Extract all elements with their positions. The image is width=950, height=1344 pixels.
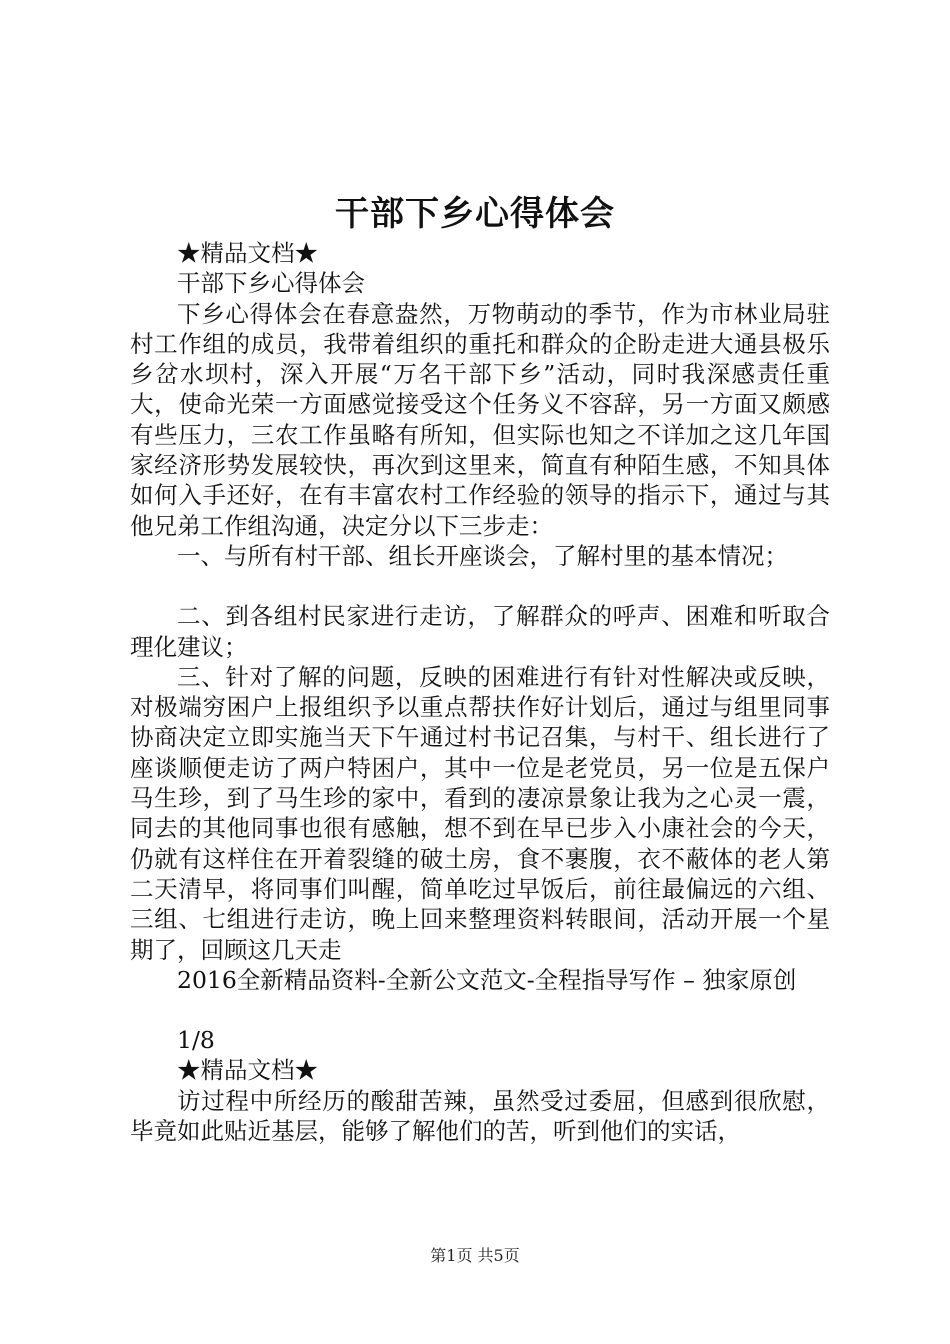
paragraph-page-fraction: 1/8 <box>177 1026 215 1055</box>
paragraph-intro: 下乡心得体会在春意盎然，万物萌动的季节，作为市林业局驻村工作组的成员，我带着组织的重托和群众的企盼走进大通县极乐乡岔水坝村，深入开展“万名干部下乡”活动，同时我深感责任重大，使命光荣一方面感觉接受这个任务义不容辞，另一方面又颇感有些压力，三农工作虽略有所知，但实际也知之不详加之这几年国家经济形势发展较快，再次到这里来，简直有种陌生感，不知具体如何入手还好，在有丰富农村工作经验的领导的指示下，通过与其他兄弟工作组沟通，决定分以下三步走： <box>130 299 830 540</box>
paragraph-spacer <box>130 995 830 1025</box>
page-footer: 第1页 共5页 <box>430 1246 520 1265</box>
paragraph-step-two: 二、到各组村民家进行走访，了解群众的呼声、困难和听取合理化建议； <box>130 602 830 661</box>
paragraph-step-three: 三、针对了解的问题，反映的困难进行有针对性解决或反映，对极端穷困户上报组织予以重点帮扶作好计划后，通过与组里同事协商决定立即实施当天下午通过村书记召集，与村干、组长进行了座谈顺便走访了两户特困户，其中一位是老党员，另一位是五保户马生珍，到了马生珍的家中，看到的凄凉景象让我为之心灵一震，同去的其他同事也很有感触，想不到在早已步入小康社会的今天，仍就有这样住在开着裂缝的破土房，食不裹腹，衣不蔽体的老人第二天清早，将同事们叫醒，简单吃过早饭后，前往最偏远的六组、三组、七组进行走访，晚上回来整理资料转眼间，活动开展一个星期了，回顾这几天走 <box>130 662 830 964</box>
paragraph-watermark-label: ★精品文档★ <box>177 239 318 267</box>
document-title: 干部下乡心得体会 <box>335 194 615 234</box>
paragraph-spacer <box>130 571 830 601</box>
paragraph-promo: 2016全新精品资料-全新公文范文-全程指导写作 – 独家原创 <box>177 965 797 994</box>
document-body <box>130 238 830 1146</box>
paragraph-continuation: 访过程中所经历的酸甜苦辣，虽然受过委屈，但感到很欣慰，毕竟如此贴近基层，能够了解他们的苦，听到他们的实话， <box>130 1086 830 1146</box>
paragraph-subtitle: 干部下乡心得体会 <box>177 269 365 298</box>
paragraph-watermark-label: ★精品文档★ <box>177 1056 318 1085</box>
paragraph-step-one: 一、与所有村干部、组长开座谈会，了解村里的基本情况； <box>177 541 788 570</box>
